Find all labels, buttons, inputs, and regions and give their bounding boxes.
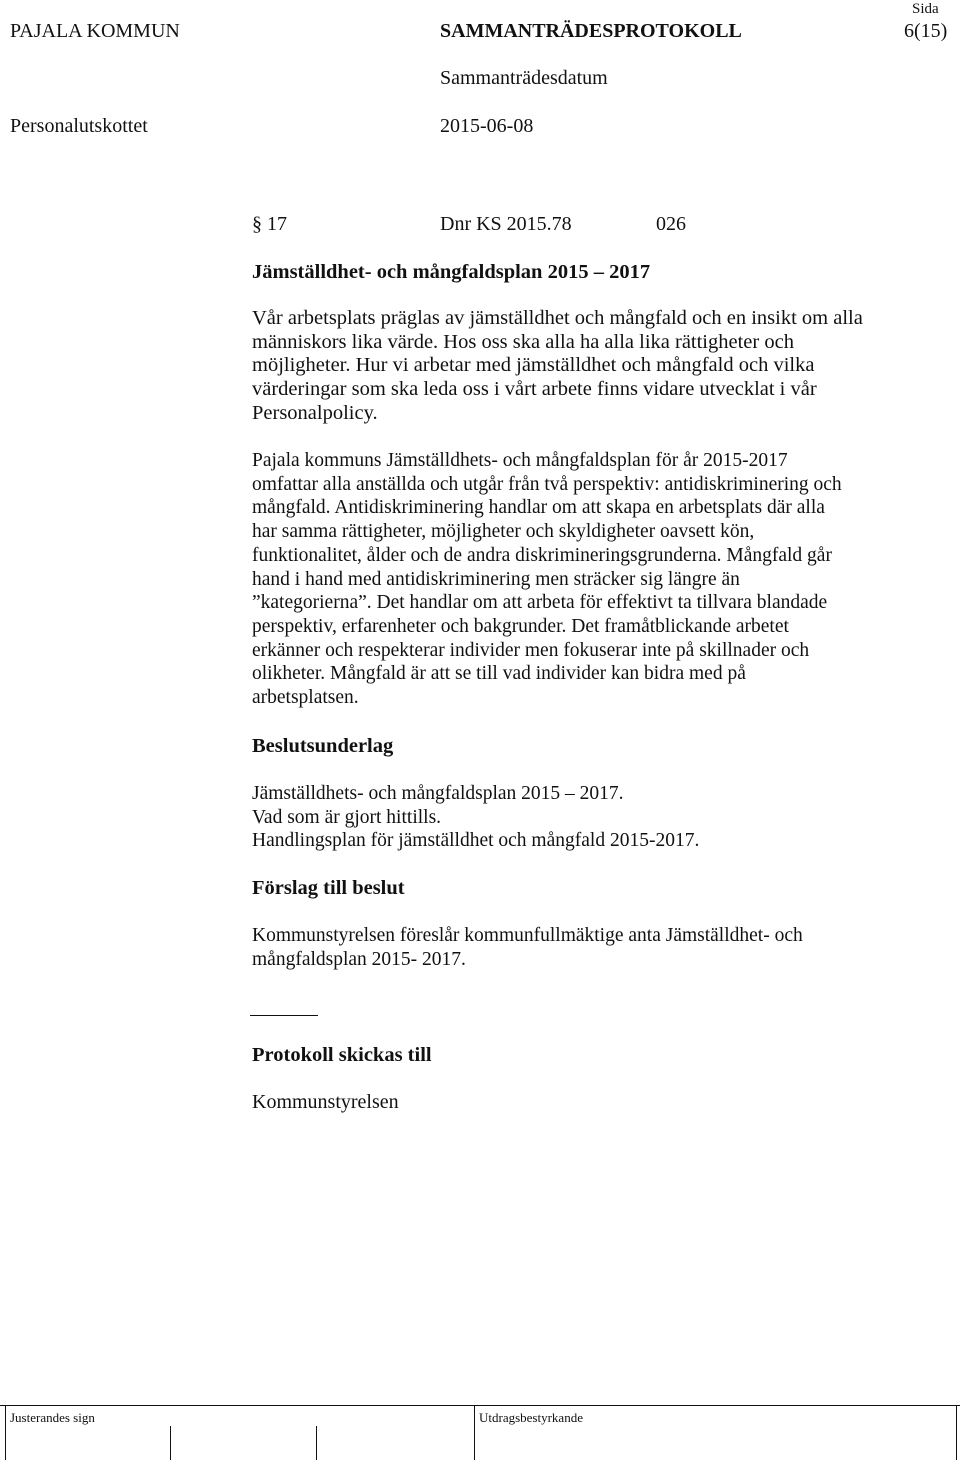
paragraph-1 <box>252 307 957 426</box>
forslag-text <box>252 924 957 971</box>
paragraph-2-line: omfattar alla anställda och utgår från två perspektiv: antidiskriminering och <box>252 473 842 495</box>
beslutsunderlag-list <box>252 782 957 853</box>
org-name: PAJALA KOMMUN <box>10 20 180 42</box>
footer-rule <box>0 1405 960 1406</box>
footer-divider <box>5 1405 6 1460</box>
beslutsunderlag-heading: Beslutsunderlag <box>252 735 394 757</box>
list-item: Jämställdhets- och mångfaldsplan 2015 – 2017. <box>252 783 624 804</box>
forslag-heading: Förslag till beslut <box>252 877 405 899</box>
separator-rule <box>250 1015 318 1016</box>
paragraph-2-line: ”kategorierna”. Det handlar om att arbeta för effektivt ta tillvara blandade <box>252 592 828 614</box>
protokoll-recipient: Kommunstyrelsen <box>252 1091 399 1113</box>
paragraph-2-line: erkänner och respekterar individer men fokuserar inte på skillnader och <box>252 639 810 661</box>
protokoll-heading: Protokoll skickas till <box>252 1044 432 1066</box>
item-number: § 17 <box>252 213 287 235</box>
footer-divider <box>316 1426 317 1460</box>
paragraph-2-line: har samma rättigheter, möjligheter och skyldigheter oavsett kön, <box>252 521 755 543</box>
paragraph-2-line: hand i hand med antidiskriminering men sträcker sig längre än <box>252 568 740 590</box>
meeting-date-label: Sammanträdesdatum <box>440 67 608 89</box>
forslag-line: Kommunstyrelsen föreslår kommunfullmäktige anta Jämställdhet- och <box>252 925 803 946</box>
item-title: Jämställdhet- och mångfaldsplan 2015 – 2017 <box>252 261 651 283</box>
paragraph-1-line: Personalpolicy. <box>252 401 378 424</box>
list-item: Vad som är gjort hittills. <box>252 806 442 828</box>
footer-divider <box>474 1405 475 1460</box>
paragraph-2-line: perspektiv, erfarenheter och bakgrunder. Det framåtblickande arbetet <box>252 615 789 637</box>
paragraph-2 <box>252 449 957 710</box>
paragraph-2-line: arbetsplatsen. <box>252 687 359 709</box>
paragraph-2-line: mångfald. Antidiskriminering handlar om att skapa en arbetsplats där alla <box>252 497 825 519</box>
page-number: 6(15) <box>904 20 948 42</box>
paragraph-2-line: Pajala kommuns Jämställdhets- och mångfaldsplan för år 2015-2017 <box>252 450 788 471</box>
paragraph-2-line: funktionalitet, ålder och de andra diskrimineringsgrunderna. Mångfald går <box>252 544 832 566</box>
archive-code: 026 <box>656 213 686 235</box>
utdragsbestyrkande-label: Utdragsbestyrkande <box>479 1410 583 1425</box>
list-item: Handlingsplan för jämställdhet och mångfald 2015-2017. <box>252 830 700 852</box>
committee-name: Personalutskottet <box>10 115 148 137</box>
paragraph-1-line: Vår arbetsplats präglas av jämställdhet och mångfald och en insikt om alla <box>252 307 863 329</box>
document-type: SAMMANTRÄDESPROTOKOLL <box>440 20 742 42</box>
page-label: Sida <box>912 1 939 17</box>
justerandes-sign-label: Justerandes sign <box>10 1410 95 1425</box>
forslag-line: mångfaldsplan 2015- 2017. <box>252 948 466 970</box>
meeting-date: 2015-06-08 <box>440 115 534 137</box>
paragraph-1-line: människors lika värde. Hos oss ska alla ha alla lika rättigheter och <box>252 330 794 353</box>
footer-divider <box>170 1426 171 1460</box>
diary-number: Dnr KS 2015.78 <box>440 213 572 235</box>
paragraph-1-line: möjligheter. Hur vi arbetar med jämställdhet och mångfald och vilka <box>252 354 815 377</box>
paragraph-1-line: värderingar som ska leda oss i vårt arbete finns vidare utvecklat i vår <box>252 378 817 401</box>
paragraph-2-line: olikheter. Mångfald är att se till vad individer kan bidra med på <box>252 663 746 685</box>
footer-divider <box>956 1405 957 1460</box>
